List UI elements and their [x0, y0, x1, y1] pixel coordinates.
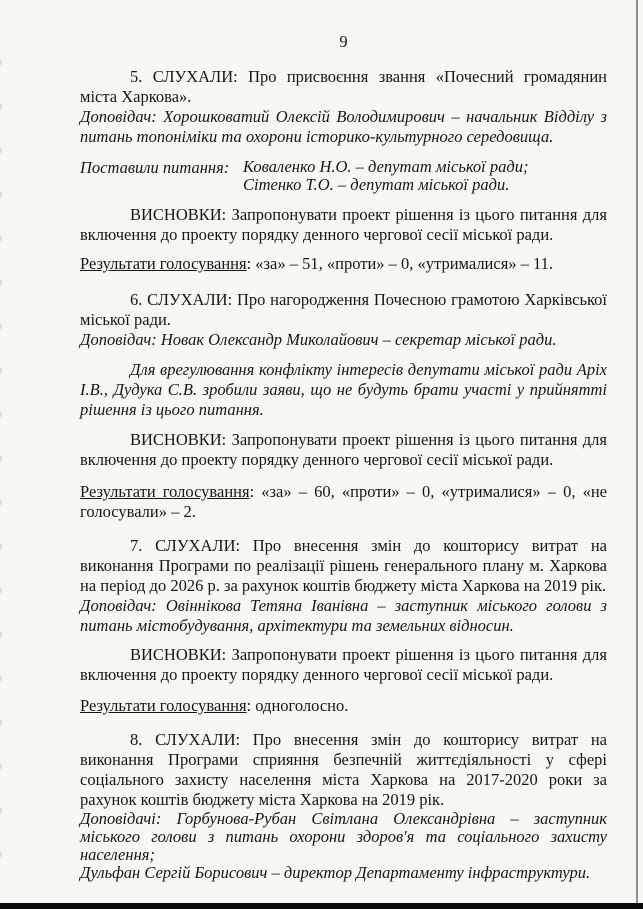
section-7-results	[80, 696, 607, 716]
scan-bottom-bar	[0, 903, 643, 909]
question-item: Коваленко Н.О. – депутат міської ради;	[243, 157, 529, 176]
page-content	[80, 0, 607, 882]
results-label: Результати голосування	[80, 696, 247, 715]
section-7-title: 7. СЛУХАЛИ: Про внесення змін до кошторису витрат на виконання Програми по реалізації рішень генерального плану м. Харкова на період до 2026 р. за рахунок коштів бюджету міста Харкова на 2019 рік.	[80, 536, 607, 595]
results-value: : одноголосно.	[246, 696, 349, 715]
section-6-title: 6. СЛУХАЛИ: Про нагородження Почесною грамотою Харківської міської ради.	[80, 290, 607, 329]
section-5-questions	[80, 158, 607, 195]
questions-label: Поставили питання:	[80, 158, 230, 177]
scan-right-edge-line	[636, 0, 638, 909]
section-6-speaker: Доповідач: Новак Олександр Миколайович – секретар міської ради.	[80, 330, 557, 349]
section-7-speaker: Доповідач: Овіннікова Тетяна Іванівна – заступник міського голови з питань містобудування, архітектури та земельних відносин.	[80, 596, 607, 635]
question-item: Сітенко Т.О. – депутат міської ради.	[243, 175, 510, 194]
section-5-title: 5. СЛУХАЛИ: Про присвоєння звання «Почесний громадянин міста Харкова».	[80, 67, 607, 106]
section-6-note: Для врегулювання конфлікту інтересів депутати міської ради Аріх І.В., Дудука С.В. зробили заяви, що не будуть брати участі у прийнятті рішення із цього питання.	[80, 360, 607, 419]
section-6-results	[80, 482, 607, 522]
section-8-speaker: Доповідачі: Горбунова-Рубан Світлана Олександрівна – заступник міського голови з питань охорони здоров'я та соціального захисту населення;	[80, 809, 607, 864]
questions-list	[243, 158, 528, 194]
section-5-conclusion: ВИСНОВКИ: Запропонувати проект рішення із цього питання для включення до проекту порядку денного чергової сесії міської ради.	[80, 205, 607, 244]
results-value: : «за» – 51, «проти» – 0, «утрималися» – 11.	[246, 254, 554, 273]
section-7-conclusion: ВИСНОВКИ: Запропонувати проект рішення із цього питання для включення до проекту порядку денного чергової сесії міської ради.	[80, 645, 607, 684]
page-number: 9	[339, 32, 348, 51]
results-label: Результати голосування	[80, 482, 250, 501]
section-5-speaker: Доповідач: Хорошковатий Олексій Володимирович – начальник Відділу з питань топоніміки та охорони історико-культурного середовища.	[80, 107, 607, 146]
section-5-results	[80, 254, 607, 274]
scan-edge-artifacts	[0, 60, 2, 870]
section-6-conclusion: ВИСНОВКИ: Запропонувати проект рішення із цього питання для включення до проекту порядку денного чергової сесії міської ради.	[80, 430, 607, 469]
section-8-speaker-2: Дульфан Сергій Борисович – директор Департаменту інфраструктури.	[80, 863, 591, 882]
results-value: : «за» – 60, «проти» – 0, «утрималися» – 0, «не голосували» – 2.	[80, 482, 607, 521]
section-8-title: 8. СЛУХАЛИ: Про внесення змін до кошторису витрат на виконання Програми сприяння безпечній життєдіяльності у сфері соціального захисту населення міста Харкова на 2017-2020 роки за рахунок коштів бюджету міста Харкова на 2019 рік.	[80, 730, 607, 809]
results-label: Результати голосування	[80, 254, 247, 273]
